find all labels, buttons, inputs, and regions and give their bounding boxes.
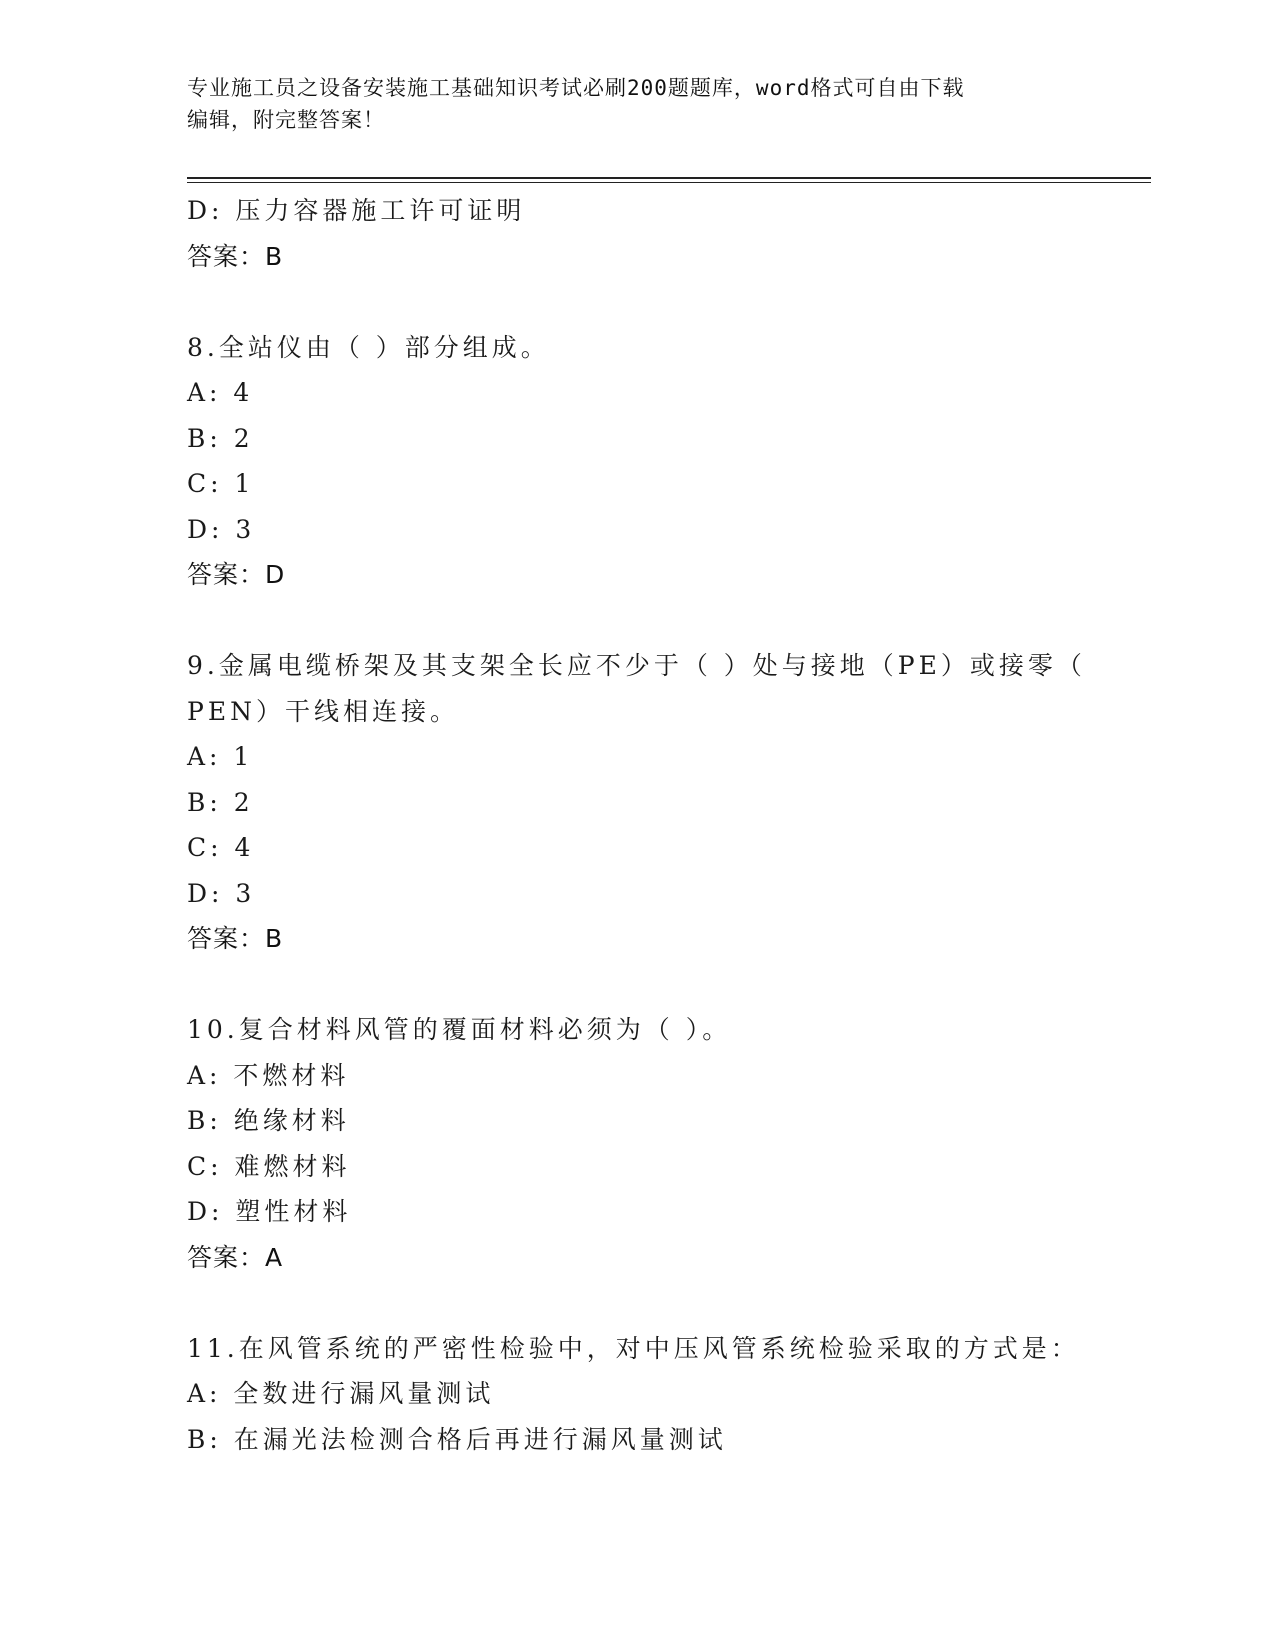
option-a: A: 全数进行漏风量测试 bbox=[187, 1379, 495, 1408]
question-stem-11: 11.在风管系统的严密性检验中，对中压风管系统检验采取的方式是： bbox=[187, 1333, 1080, 1363]
answer: 答案：B bbox=[187, 924, 284, 953]
option-d: D: 3 bbox=[187, 878, 256, 908]
header-line-2: 编辑，附完整答案！ bbox=[187, 108, 385, 132]
option-d: D: 3 bbox=[187, 514, 256, 544]
question-stem-9-line-2: PEN）干线相连接。 bbox=[187, 696, 459, 726]
question-stem-8: 8.全站仪由（ ）部分组成。 bbox=[187, 332, 550, 362]
option-a: A: 4 bbox=[187, 378, 254, 407]
option-c: C: 难燃材料 bbox=[187, 1151, 351, 1181]
option-d: D: 塑性材料 bbox=[187, 1197, 352, 1226]
question-list bbox=[187, 188, 1087, 1462]
header-rule-thin bbox=[187, 182, 1151, 183]
spacer bbox=[187, 598, 1087, 644]
answer: 答案：D bbox=[187, 560, 286, 589]
option-b: B: 绝缘材料 bbox=[187, 1106, 350, 1135]
option-b: B: 在漏光法检测合格后再进行漏风量测试 bbox=[187, 1424, 727, 1454]
option-b: B: 2 bbox=[187, 787, 254, 817]
question-stem-10: 10.复合材料风管的覆面材料必须为（ ）。 bbox=[187, 1015, 732, 1044]
answer: 答案：B bbox=[187, 241, 284, 271]
option-b: B: 2 bbox=[187, 423, 254, 453]
question-stem-9-line-1: 9.金属电缆桥架及其支架全长应不少于（ ）处与接地（PE）或接零（ bbox=[187, 651, 1086, 680]
spacer bbox=[187, 962, 1087, 1008]
header-line-1: 专业施工员之设备安装施工基础知识考试必刷200题题库，word格式可自由下载 bbox=[187, 76, 965, 100]
option-a: A: 不燃材料 bbox=[187, 1060, 350, 1090]
answer: 答案：A bbox=[187, 1242, 284, 1272]
header-rule-thick bbox=[187, 177, 1151, 179]
page-header bbox=[187, 72, 1087, 136]
option-d: D: 压力容器施工许可证明 bbox=[187, 196, 526, 225]
option-c: C: 4 bbox=[187, 833, 255, 862]
option-c: C: 1 bbox=[187, 469, 255, 498]
spacer bbox=[187, 1280, 1087, 1326]
spacer bbox=[187, 279, 1087, 325]
option-a: A: 1 bbox=[187, 742, 254, 771]
